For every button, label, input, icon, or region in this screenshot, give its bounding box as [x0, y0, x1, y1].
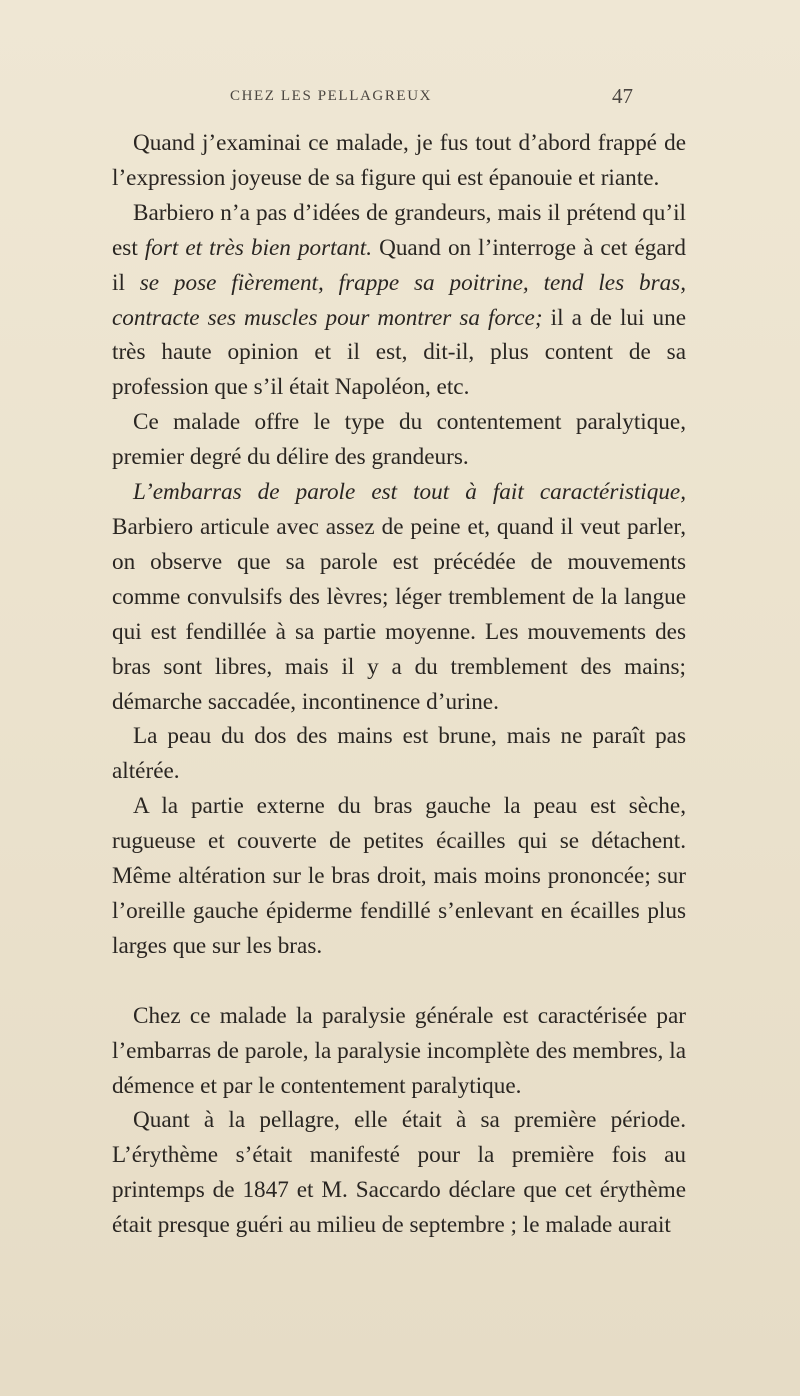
paragraph-1: Quand j’examinai ce malade, je fus tout d’abord frappé de l’expression joyeuse de sa figure qui est épanouie et riante.: [112, 130, 686, 191]
paragraph-3: Ce malade offre le type du contentement paralytique, premier degré du délire des grandeurs.: [112, 409, 686, 471]
paragraph-8: Quant à la pellagre, elle était à sa première période. L’érythème s’était manifesté pour la première fois au printemps de 1847 et M. Saccardo déclare que cet érythème était presque guéri au milieu de septembre ; le malade aurait: [112, 1107, 686, 1239]
paragraph-2-text-c: Quand on l’interroge à cet égard il: [112, 234, 686, 296]
paragraph-6: A la partie externe du bras gauche la peau est sèche, rugueuse et couverte de petites écailles qui se détachent. Même altération sur le bras droit, mais moins prononcée; sur l’oreille gauche épiderme fendillé s’enlevant en écailles plus larges que sur les bras.: [112, 793, 686, 959]
paragraph-2-italic-b: fort et très bien portant.: [144, 234, 373, 261]
paragraph-4-italic-a: L’embarras de parole est tout à fait caractéristique,: [133, 479, 686, 506]
paragraph-2: [112, 196, 686, 405]
paragraph-2-text-a: Barbiero n’a pas d’idées de grandeurs, mais il prétend qu’il est: [112, 199, 686, 261]
body-text: [112, 126, 686, 1243]
paragraph-4-text-b: Barbiero articule avec assez de peine et, quand il veut parler, on observe que sa parole est précédée de mouvements comme convulsifs des lèvres; léger tremblement de la langue qui est fendillée à sa partie moyenne. Les mouvements des bras sont libres, mais il y a du tremblement des mains; démarche saccadée, incontinence d’urine.: [112, 513, 686, 715]
paragraph-2-text-e: il a de lui une très haute opinion et il est, dit-il, plus content de sa profession que s’il était Napoléon, etc.: [112, 304, 686, 401]
paragraph-2-italic-d: se pose fièrement, frappe sa poitrine, tend les bras, contracte ses muscles pour montrer sa force;: [112, 269, 687, 331]
paragraph-5: La peau du dos des mains est brune, mais ne paraît pas altérée.: [112, 723, 686, 785]
paragraph-7: Chez ce malade la paralysie générale est caractérisée par l’embarras de parole, la paralysie incomplète des membres, la démence et par le contentement paralytique.: [112, 1002, 686, 1099]
running-title: CHEZ LES PELLAGREUX: [230, 88, 433, 104]
paragraph-4: [112, 475, 686, 719]
running-head: [0, 84, 800, 108]
page-number: 47: [612, 84, 633, 108]
